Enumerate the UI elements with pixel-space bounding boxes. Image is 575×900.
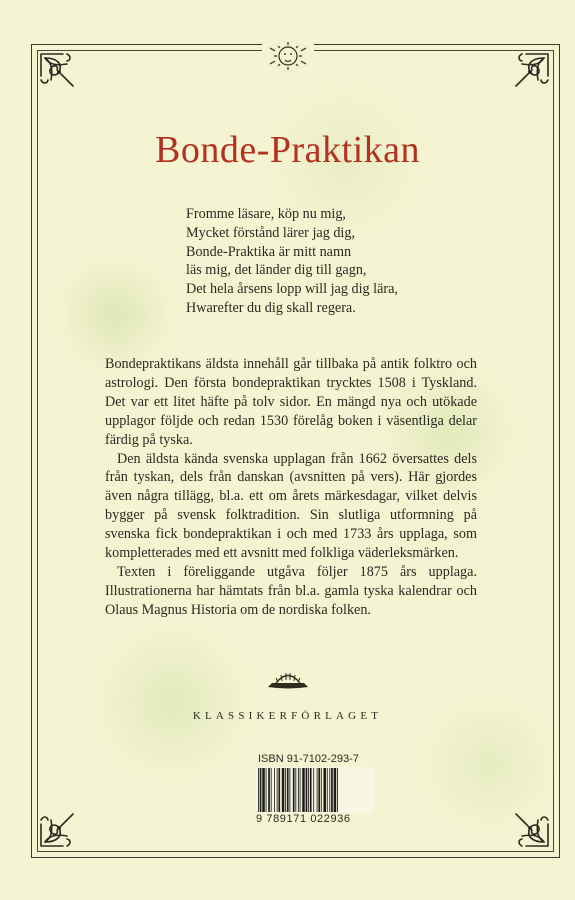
poem-line: Det hela årsens lopp will jag dig lära, [186,281,398,298]
poem-line: läs mig, det länder dig till gagn, [186,262,367,279]
barcode-bar [302,768,305,812]
barcode-bar [285,768,286,812]
barcode-bar [306,768,308,812]
corner-flourish-icon [37,804,83,850]
barcode-bar [323,768,326,812]
barcode-bar [329,768,330,812]
sun-ornament-icon [262,38,314,76]
barcode-bar [287,768,289,812]
barcode-bar [258,768,259,812]
barcode-bar [298,768,299,812]
poem-line: Mycket förstånd lärer jag dig, [186,224,356,241]
barcode-bar [278,768,280,812]
description-paragraph: Bondepraktikans äldsta innehåll går tillbaka på antik folktro och astrologi. Den första bondepraktikan trycktes 1508 i Tyskland. Det var ett litet häfte på tolv sidor. En mängd nya och utökade upplagor följde och redan 1530 förelåg boken i väsentliga delar färdig på tyska. [105,356,477,448]
barcode-bar [334,768,337,812]
description [105,355,477,620]
barcode-block [256,753,378,825]
barcode-bar [271,768,272,812]
barcode-bar [327,768,328,812]
corner-flourish-icon [506,804,552,850]
barcode-bar [282,768,285,812]
barcode-bar [331,768,333,812]
barcode-bar [289,768,290,812]
barcode-bar [313,768,314,812]
ship-ornament-icon [266,670,310,690]
description-paragraph: Texten i föreliggande utgåva följer 1875 års upplaga. Illustrationerna har hämtats från bl.a. gamla tyska kalendrar och Olaus Magnus Historia om de nordiska folken. [105,563,477,618]
publisher-name: KLASSIKERFÖRLAGET [192,710,383,722]
barcode-bar [318,768,320,812]
barcode-bar [293,768,295,812]
poem-line: Hwarefter du dig skall regera. [186,299,356,316]
barcode-bar [277,768,278,812]
corner-flourish-icon [506,50,552,96]
barcode-bar [295,768,296,812]
barcode-bar [300,768,301,812]
description-paragraph: Den äldsta kända svenska upplagan från 1662 översattes dels från tyskan, dels från danskan (avsnitten på vers). Här gjordes även några tillägg, bl.a. ett om årets märkesdagar, vilket delvis bygger på svensk folktradition. Sin slutliga utformning på svenska fick bondepraktikan i och med 1733 års upplaga, som kompletterades med ett avsnitt med folkliga väderleksmärken. [105,450,477,562]
barcode-bars [256,767,374,813]
barcode-bar [262,768,265,812]
barcode-bar [317,768,318,812]
barcode-bar [268,768,270,812]
poem-line: Bonde-Praktika är mitt namn [186,243,352,260]
poem [186,205,486,318]
barcode-bar [321,768,322,812]
barcode-bar [274,768,275,812]
barcode-bar [266,768,267,812]
barcode-bar [310,768,312,812]
isbn-text: ISBN 91-7102-293-7 [258,753,359,765]
barcode-number: 9 789171 022936 [256,813,351,825]
barcode-bar [260,768,262,812]
book-title: Bonde-Praktikan [154,129,420,171]
barcode-bar [308,768,309,812]
poem-line: Fromme läsare, köp nu mig, [186,206,346,222]
barcode [256,767,374,813]
corner-flourish-icon [37,50,83,96]
barcode-bar [337,768,338,812]
